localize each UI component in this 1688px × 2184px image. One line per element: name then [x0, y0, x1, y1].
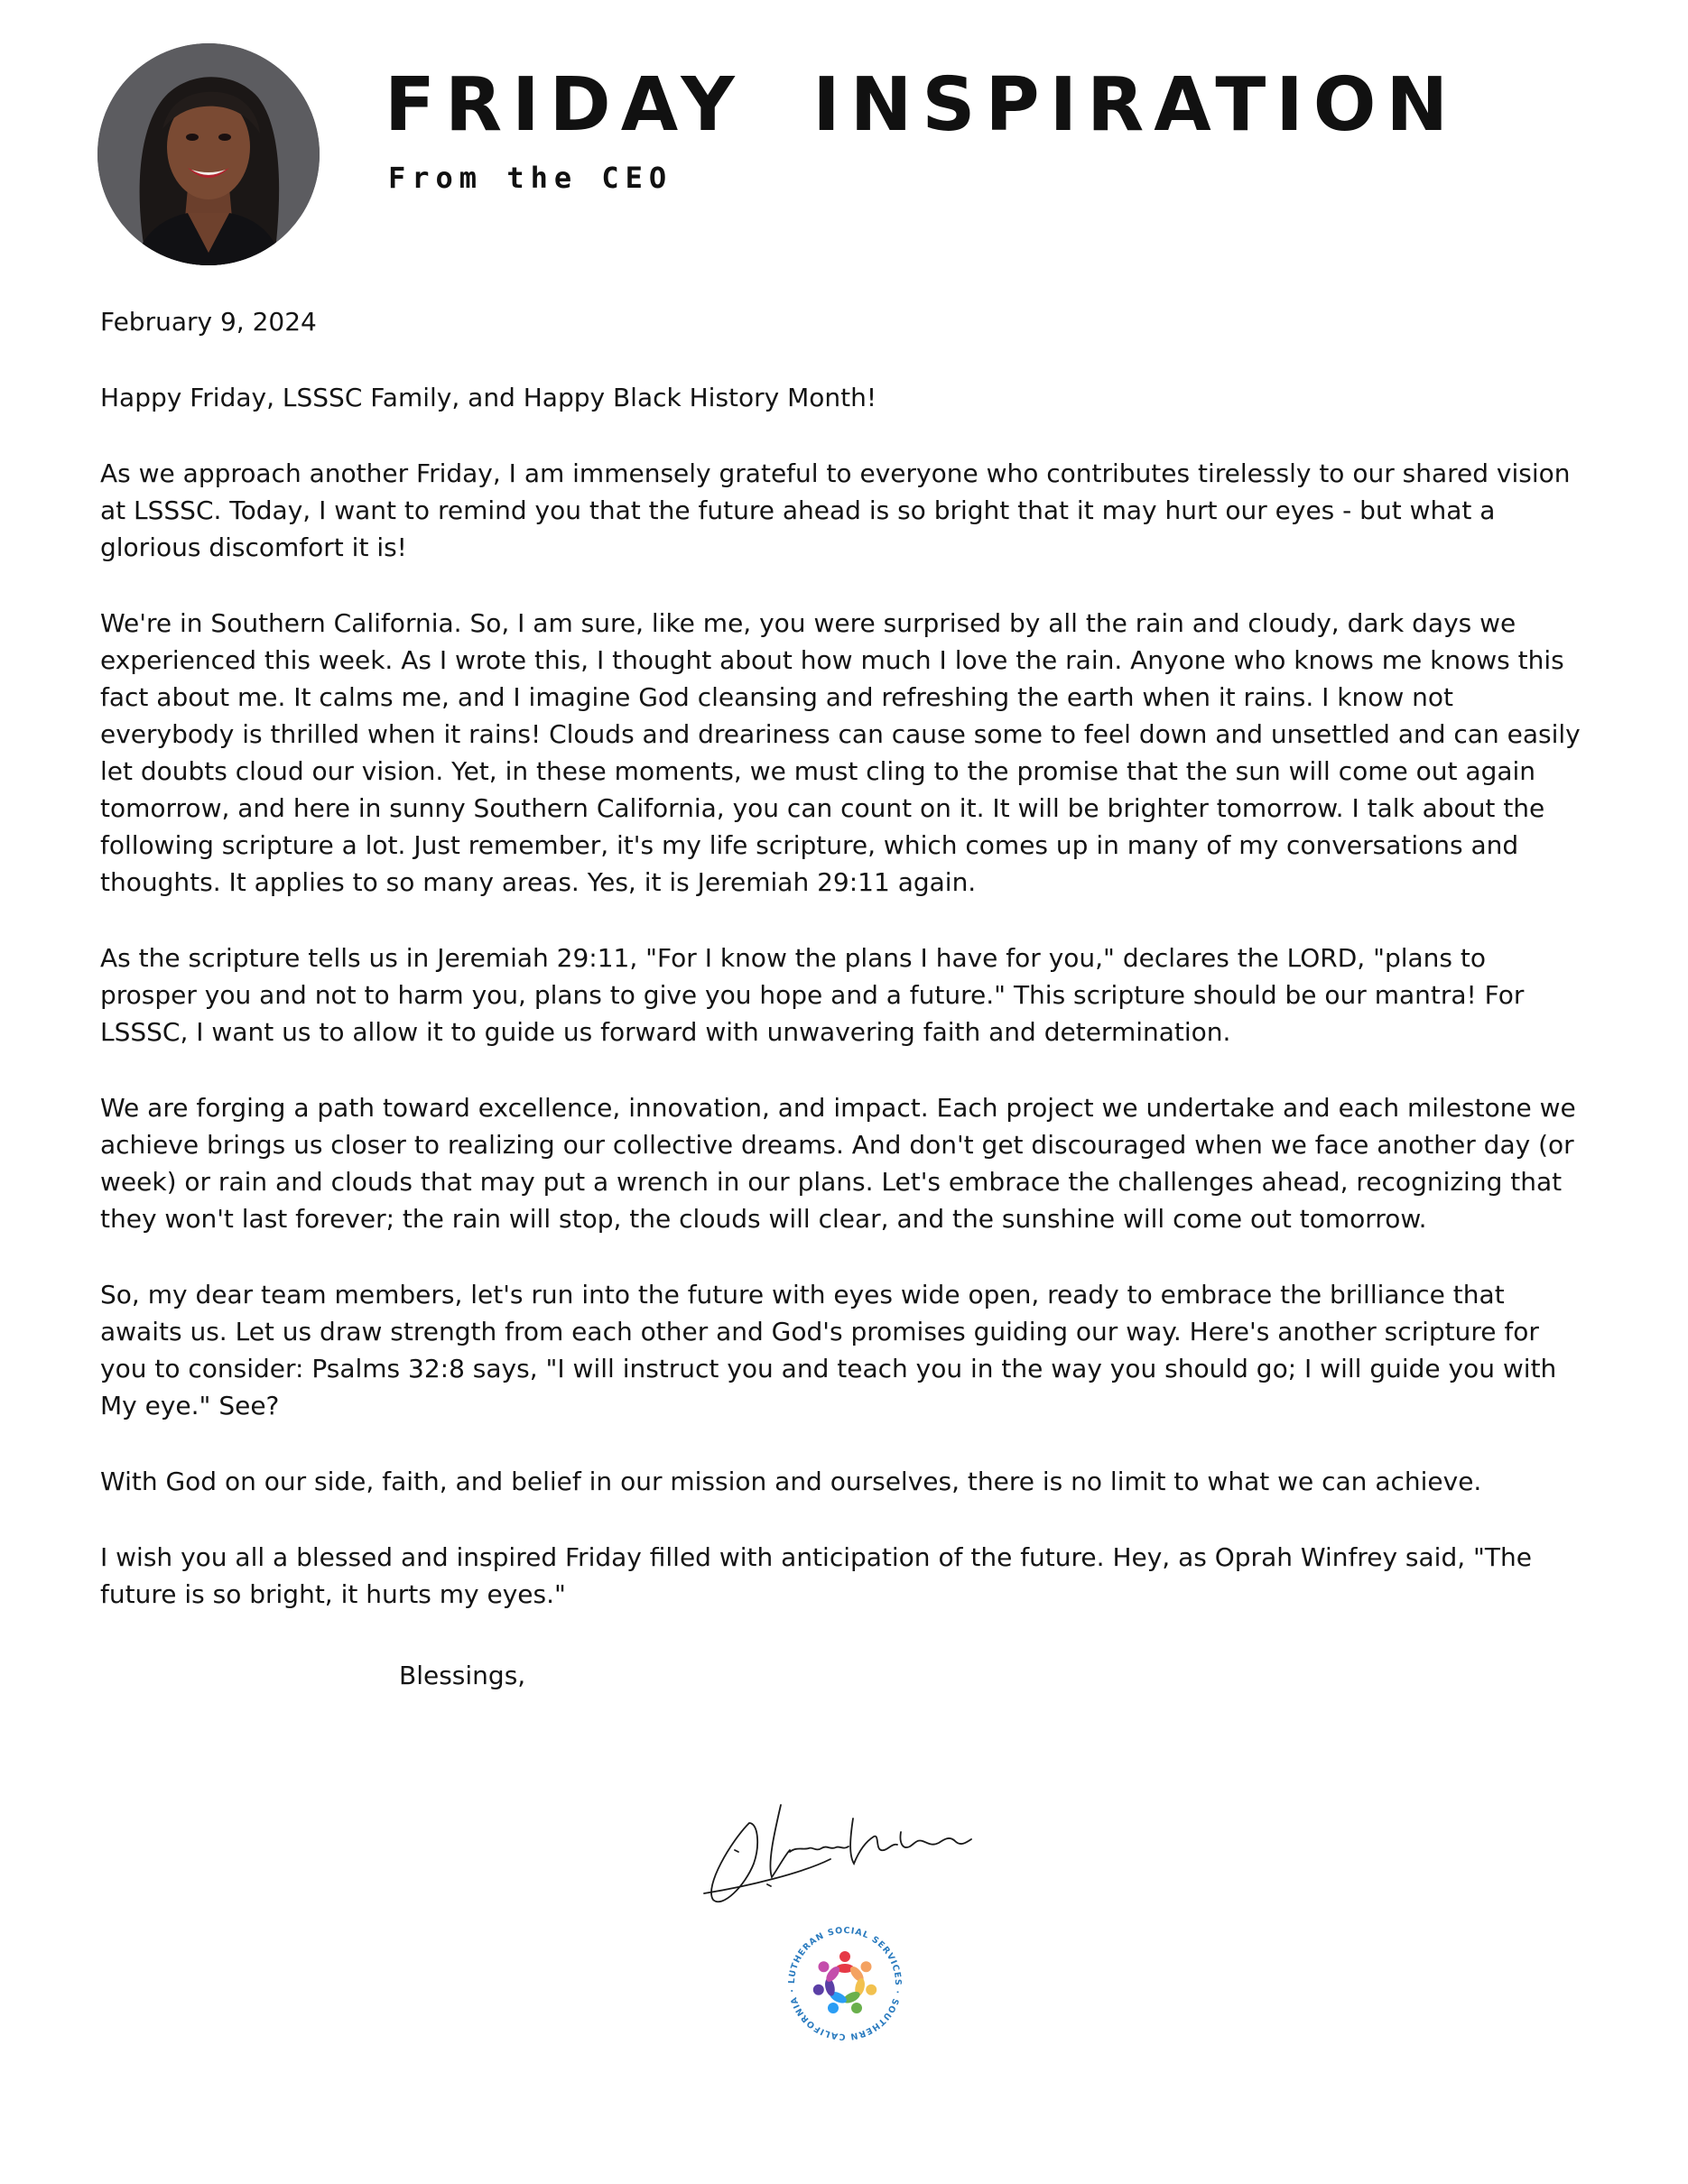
letter-paragraph: We are forging a path toward excellence, innovation, and impact. Each project we undertake and each milestone we achieve brings us closer to realizing our collective dreams. And don't get discouraged when we face another day (or week) or rain and clouds that may put a wrench in our plans. Let's embrace the challenges ahead, recognizing that they won't last forever; the rain will stop, the clouds will clear, and the sunshine will come out tomorrow.	[100, 1093, 1576, 1234]
letter-date: February 9, 2024	[100, 307, 317, 337]
letter-greeting: Happy Friday, LSSSC Family, and Happy Black History Month!	[100, 383, 877, 412]
letter-paragraph: We're in Southern California. So, I am sure, like me, you were surprised by all the rain and cloudy, dark days we experienced this week. As I wrote this, I thought about how much I love the rain. Anyone who knows me knows this fact about me. It calms me, and I imagine God cleansing and refreshing the earth when it rains. I know not everybody is thrilled when it rains! Clouds and dreariness can cause some to feel down and unsettled and can easily let doubts cloud our vision. Yet, in these moments, we must cling to the promise that the sun will come out again tomorrow, and here in sunny Southern California, you can count on it. It will be brighter tomorrow. I talk about the following scripture a lot. Just remember, it's my life scripture, which comes up in many of my conversations and thoughts. It applies to so many areas. Yes, it is Jeremiah 29:11 again.	[100, 608, 1581, 897]
logo-figure-head	[828, 2003, 839, 2013]
letter-paragraph: With God on our side, faith, and belief in our mission and ourselves, there is no limit to what we can achieve.	[100, 1467, 1482, 1496]
letter-paragraph: I wish you all a blessed and inspired Friday filled with anticipation of the future. Hey, as Oprah Winfrey said, "The future is so bright, it hurts my eyes."	[100, 1542, 1532, 1609]
letter-paragraph: As we approach another Friday, I am immensely grateful to everyone who contributes tirelessly to our shared vision at LSSSC. Today, I want to remind you that the future ahead is so bright that it may hurt our eyes - but what a glorious discomfort it is!	[100, 458, 1571, 562]
page-title: FRIDAY INSPIRATION	[385, 62, 1459, 148]
lutheran-social-services-logo	[782, 1920, 908, 2047]
letter-body	[100, 303, 1590, 1652]
ceo-portrait-photo	[97, 43, 320, 265]
logo-figure-head	[851, 2003, 862, 2013]
logo-figure-head	[819, 1961, 830, 1972]
page-subtitle: From the CEO	[388, 161, 673, 195]
logo-figure-head	[866, 1985, 876, 1995]
handwritten-signature	[695, 1787, 1002, 1913]
svg-text:LUTHERAN SOCIAL SERVICES · SOU: LUTHERAN SOCIAL SERVICES · SOUTHERN CALIFORNIA ·	[786, 1925, 904, 2042]
letter-paragraph: As the scripture tells us in Jeremiah 29:11, "For I know the plans I have for you," declares the LORD, "plans to prosper you and not to harm you, plans to give you hope and a future." This scripture should be our mantra! For LSSSC, I want us to allow it to guide us forward with unwavering faith and determination.	[100, 943, 1525, 1047]
logo-figure-head	[839, 1951, 850, 1962]
letter-paragraph: So, my dear team members, let's run into the future with eyes wide open, ready to embrace the brilliance that awaits us. Let us draw strength from each other and God's promises guiding our way. Here's another scripture for you to consider: Psalms 32:8 says, "I will instruct you and teach you in the way you should go; I will guide you with My eye." See?	[100, 1280, 1557, 1421]
logo-figure-head	[861, 1961, 872, 1972]
logo-figure-head	[813, 1985, 824, 1995]
letter-closing: Blessings,	[399, 1661, 526, 1690]
